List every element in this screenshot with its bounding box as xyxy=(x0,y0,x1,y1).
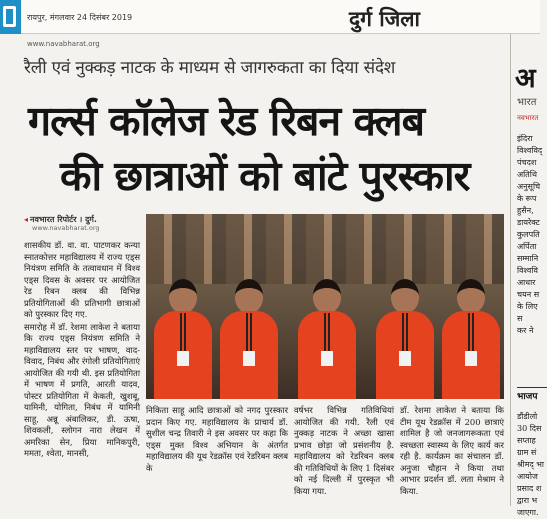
adjacent-line: डायरेक्ट xyxy=(517,218,540,227)
byline-arrow-icon: ◂ xyxy=(24,215,29,224)
adjacent-line: जाएगा. xyxy=(517,508,539,517)
adjacent-line: अतिथि xyxy=(517,170,537,179)
adjacent-line: विश्वविद् xyxy=(517,146,543,155)
adjacent-story-column xyxy=(510,34,545,517)
adjacent-line: विश्ववि xyxy=(517,266,538,275)
adjacent-headline: अ xyxy=(515,63,536,94)
dateline: रायपुर, मंगलवार 24 दिसंबर 2019 xyxy=(27,13,133,22)
adjacent-line: श्रीमद् भा xyxy=(517,460,545,469)
student-figure xyxy=(298,279,356,399)
headline-line-1: गर्ल्स कॉलेज रेड रिबन क्लब xyxy=(28,97,425,145)
article-column-3: वर्षभर विभिन्न गतिविधियां आयोजित की गयी. रैली एवं नुक्कड़ नाटक ने अच्छा खासा प्रभाव छोड़ा जो प्रसंशनीय है. महाविद्यालय को रेडरिबन क्लब की गतिविधियों के लिए 1 दिसंबर को नई दिल्ली में पुरस्कृत भी किया गया. xyxy=(294,405,394,496)
byline-website: www.navabharat.org xyxy=(32,224,100,232)
adjacent-line: 30 दिस xyxy=(517,424,542,433)
section-title: दुर्ग जिला xyxy=(349,7,420,31)
masthead xyxy=(0,0,540,34)
adjacent-line: इंदिरा xyxy=(517,134,533,143)
headline-line-2: की छात्राओं को बांटे पुरस्कार xyxy=(60,152,470,200)
adjacent-line: सप्ताह xyxy=(517,436,536,445)
adjacent-line: पंचदश xyxy=(517,158,537,167)
article-column-1 xyxy=(24,240,140,502)
adjacent-line: आयोज xyxy=(517,472,538,481)
story-kicker: रैली एवं नुक्कड़ नाटक के माध्यम से जागरुकता का दिया संदेश xyxy=(24,58,396,78)
adjacent-text xyxy=(517,133,542,337)
student-figure xyxy=(376,279,434,399)
adjacent-subhead: भारत xyxy=(517,97,537,108)
adjacent-line: अर्पिता xyxy=(517,242,537,251)
adjacent-line: ग्राम सं xyxy=(517,448,537,457)
adjacent-tag: नवभारत xyxy=(517,114,539,122)
adjacent-line: डौंडीलो xyxy=(517,412,538,421)
student-figure xyxy=(154,279,212,399)
article-column-2: निकिता साहू आदि छात्राओं को नगद पुरस्कार प्रदान किए गए. महाविद्यालय के प्राचार्य डॉ. सुशील चन्द्र तिवारी ने इस अवसर पर कहा कि एड्स मुक्त विश्व अभियान के अंतर्गत महाविद्यालय की यूथ रेडक्रॉस एवं रेडरिबन क्लब के xyxy=(146,405,288,473)
adjacent-line: सम्मानि xyxy=(517,254,539,263)
adjacent-line: हुसैन, xyxy=(517,206,534,215)
adjacent-line: अनुसूचि xyxy=(517,182,541,191)
adjacent-line: कर ने xyxy=(517,326,534,335)
adjacent-line: कुलपति xyxy=(517,230,540,239)
column1-paragraph-1: शासकीय डॉ. वा. वा. पाटणकर कन्या स्नातकोत्तर महाविद्यालय में राज्य एड्स नियंत्रण समिति के तत्वावधान में विश्व एड्स दिवस के अवसर पर आयोजित रेड रिबन क्लब की विभिन्न प्रतियोगिताओं की प्रतिभागी छात्राओं को पुरस्कार दिए गए. xyxy=(24,240,140,319)
website-url: www.navabharat.org xyxy=(27,40,100,48)
adjacent-text-2 xyxy=(517,411,544,519)
adjacent-box-title: भाजप xyxy=(517,387,547,402)
student-figure xyxy=(220,279,278,399)
adjacent-line: चयन स xyxy=(517,290,540,299)
adjacent-line: द्वारा भ xyxy=(517,496,538,505)
article-column-4: डॉ. रेशमा लाकेश ने बताया कि टीम यूथ रेडक्रॉस में 200 छात्राएं शामिल है जो जनजागरूकता एवं स्वच्छता स्वास्थ्य के लिए कार्य कर रही है. कार्यक्रम का संचालन डॉ. अनुजा चौहान ने किया तथा आभार प्रदर्शन डॉ. लता मेश्राम ने किया. xyxy=(400,405,504,496)
adjacent-line: आधार xyxy=(517,278,536,287)
photo-background-crowd xyxy=(146,214,504,284)
student-figure xyxy=(442,279,500,399)
adjacent-line: प्रसाद श xyxy=(517,484,542,493)
newspaper-logo-icon xyxy=(0,0,21,34)
adjacent-line: के लिए xyxy=(517,302,538,311)
column1-paragraph-2: समारोह में डॉ. रेशमा लाकेश ने बताया कि राज्य एड्स नियंत्रण समिति ने महाविद्यालय स्तर पर भाषण, वाद-विवाद, निबंध और रंगोली प्रतियोगिताएं आयोजित की गयी थी. इस प्रतियोगिता में भाषण में प्रगति, आरती यादव, पोस्टर प्रतियोगिता में केकती, खुशबू, यामिनी, योगिता, निबंध में यामिनी साहू, अन्नू अंबालिकर, डी. ऊषा, शिवकली, स्लोगन नारा लेखन में अमरिका सेन, प्रिया मानिकपुरी, ममता, श्वेता, मानसी, xyxy=(24,321,140,458)
students-photo xyxy=(146,214,504,399)
byline-text: नवभारत रिपोर्टर । दुर्ग. xyxy=(30,215,97,224)
adjacent-line: स xyxy=(517,314,523,323)
adjacent-line: के रूप xyxy=(517,194,537,203)
